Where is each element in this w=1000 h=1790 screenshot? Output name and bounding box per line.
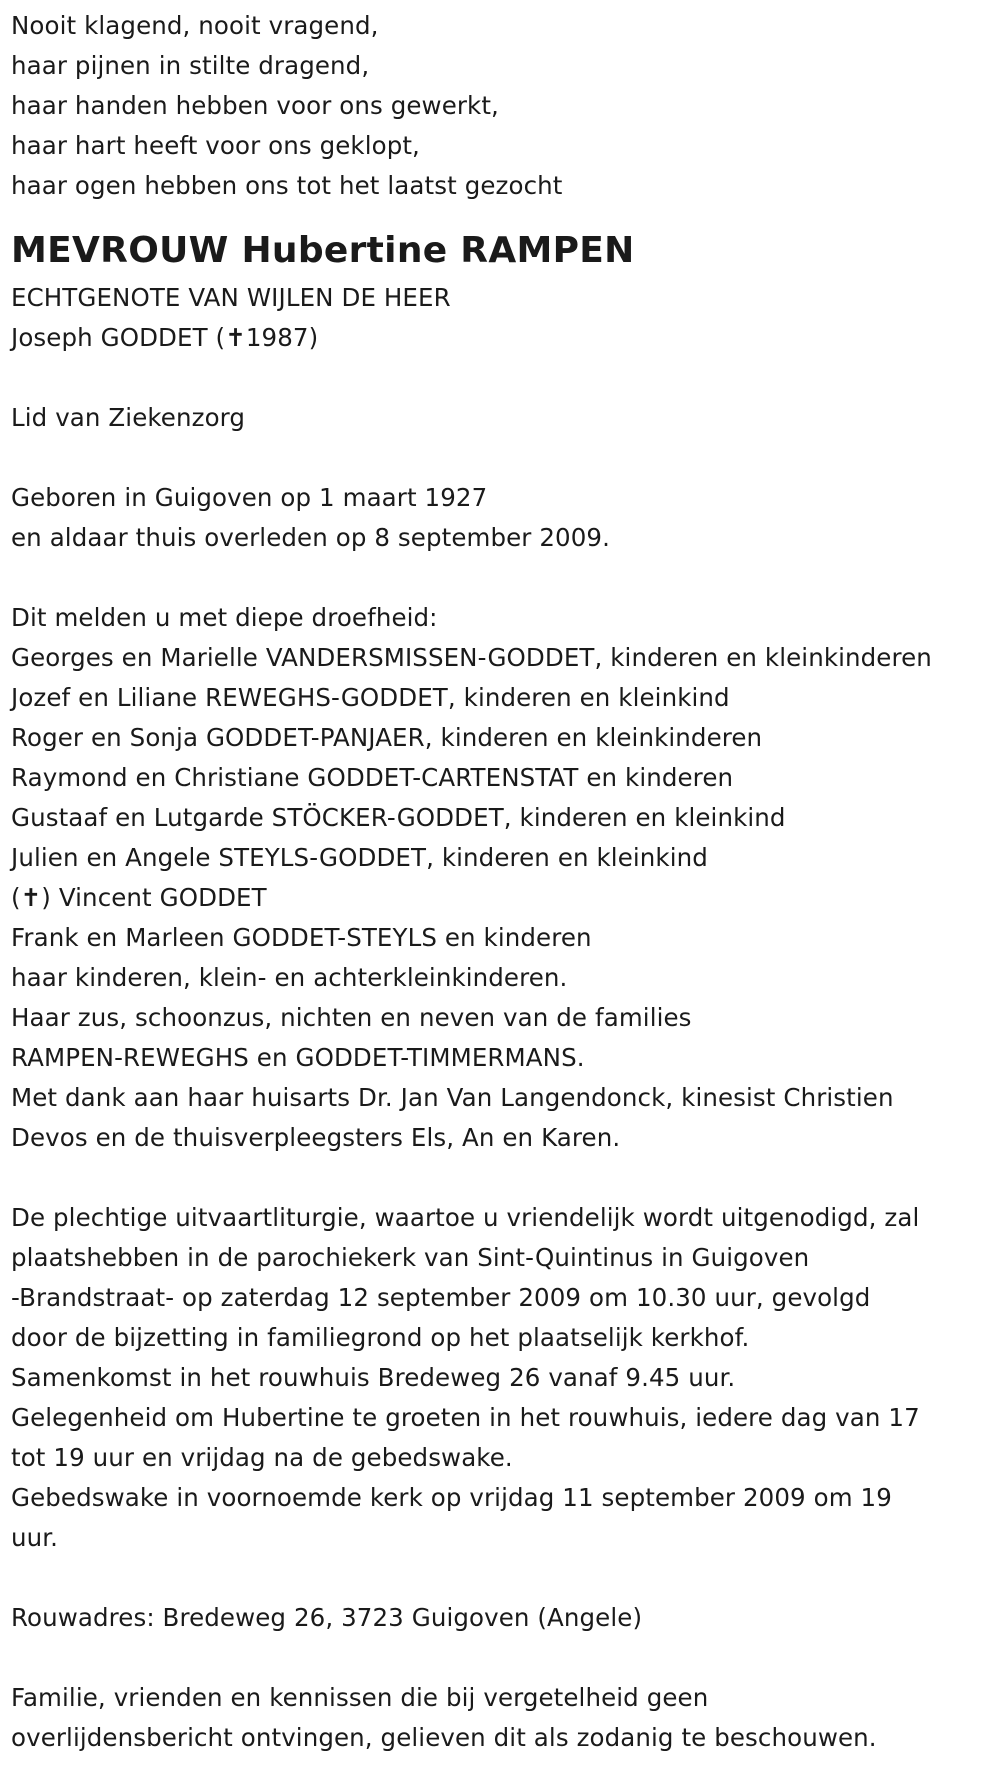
spacer: [11, 358, 991, 398]
poem-line: haar ogen hebben ons tot het laatst gezocht: [11, 171, 563, 200]
funeral-line: door de bijzetting in familiegrond op het plaatselijk kerkhof.: [11, 1323, 750, 1352]
spacer: [11, 1638, 991, 1678]
death-info: en aldaar thuis overleden op 8 september 2009.: [11, 523, 610, 552]
family-line: Haar zus, schoonzus, nichten en neven van de families: [11, 1003, 692, 1032]
funeral-line: Gebedswake in voornoemde kerk op vrijdag 11 september 2009 om 19: [11, 1483, 892, 1512]
birth-info: Geboren in Guigoven op 1 maart 1927: [11, 483, 488, 512]
funeral-line: Samenkomst in het rouwhuis Bredeweg 26 vanaf 9.45 uur.: [11, 1363, 736, 1392]
membership: Lid van Ziekenzorg: [11, 403, 246, 432]
family-line: Met dank aan haar huisarts Dr. Jan Van Langendonck, kinesist Christien: [11, 1083, 894, 1112]
closing-note: [11, 1678, 991, 1758]
funeral-line: tot 19 uur en vrijdag na de gebedswake.: [11, 1443, 513, 1472]
spouse-name: Joseph GODDET (✝1987): [11, 323, 319, 352]
funeral-line: De plechtige uitvaartliturgie, waartoe u vriendelijk wordt uitgenodigd, zal: [11, 1203, 920, 1232]
family-line: Roger en Sonja GODDET-PANJAER, kinderen en kleinkinderen: [11, 723, 763, 752]
closing-line: overlijdensbericht ontvingen, gelieven dit als zodanig te beschouwen.: [11, 1723, 877, 1752]
family-line: Raymond en Christiane GODDET-CARTENSTAT en kinderen: [11, 763, 734, 792]
poem-line: haar pijnen in stilte dragend,: [11, 51, 370, 80]
family-line: Jozef en Liliane REWEGHS-GODDET, kinderen en kleinkind: [11, 683, 730, 712]
family-line: Georges en Marielle VANDERSMISSEN-GODDET, kinderen en kleinkinderen: [11, 643, 932, 672]
spacer: [11, 558, 991, 598]
mourning-address: Rouwadres: Bredeweg 26, 3723 Guigoven (Angele): [11, 1603, 643, 1632]
funeral-details: [11, 1198, 991, 1558]
spacer: [11, 438, 991, 478]
funeral-line: plaatshebben in de parochiekerk van Sint-Quintinus in Guigoven: [11, 1243, 810, 1272]
poem-line: haar handen hebben voor ons gewerkt,: [11, 91, 499, 120]
spouse-line: ECHTGENOTE VAN WIJLEN DE HEER: [11, 283, 451, 312]
family-line: RAMPEN-REWEGHS en GODDET-TIMMERMANS.: [11, 1043, 585, 1072]
funeral-line: Gelegenheid om Hubertine te groeten in het rouwhuis, iedere dag van 17: [11, 1403, 920, 1432]
family-announcement: [11, 598, 991, 1158]
family-line: Frank en Marleen GODDET-STEYLS en kinderen: [11, 923, 592, 952]
poem-line: Nooit klagend, nooit vragend,: [11, 11, 379, 40]
poem: [11, 6, 991, 206]
family-line: (✝) Vincent GODDET: [11, 883, 267, 912]
spacer: [11, 1158, 991, 1198]
funeral-line: -Brandstraat- op zaterdag 12 september 2009 om 10.30 uur, gevolgd: [11, 1283, 871, 1312]
poem-line: haar hart heeft voor ons geklopt,: [11, 131, 420, 160]
family-line: Devos en de thuisverpleegsters Els, An en Karen.: [11, 1123, 621, 1152]
funeral-line: uur.: [11, 1523, 59, 1552]
announcement-intro: Dit melden u met diepe droefheid:: [11, 603, 438, 632]
spacer: [11, 1558, 991, 1598]
family-line: haar kinderen, klein- en achterkleinkinderen.: [11, 963, 568, 992]
family-line: Gustaaf en Lutgarde STÖCKER-GODDET, kinderen en kleinkind: [11, 803, 786, 832]
closing-line: Familie, vrienden en kennissen die bij vergetelheid geen: [11, 1683, 709, 1712]
deceased-name: MEVROUW Hubertine RAMPEN: [11, 230, 635, 271]
obituary-notice: [11, 6, 991, 1758]
family-line: Julien en Angele STEYLS-GODDET, kinderen en kleinkind: [11, 843, 708, 872]
